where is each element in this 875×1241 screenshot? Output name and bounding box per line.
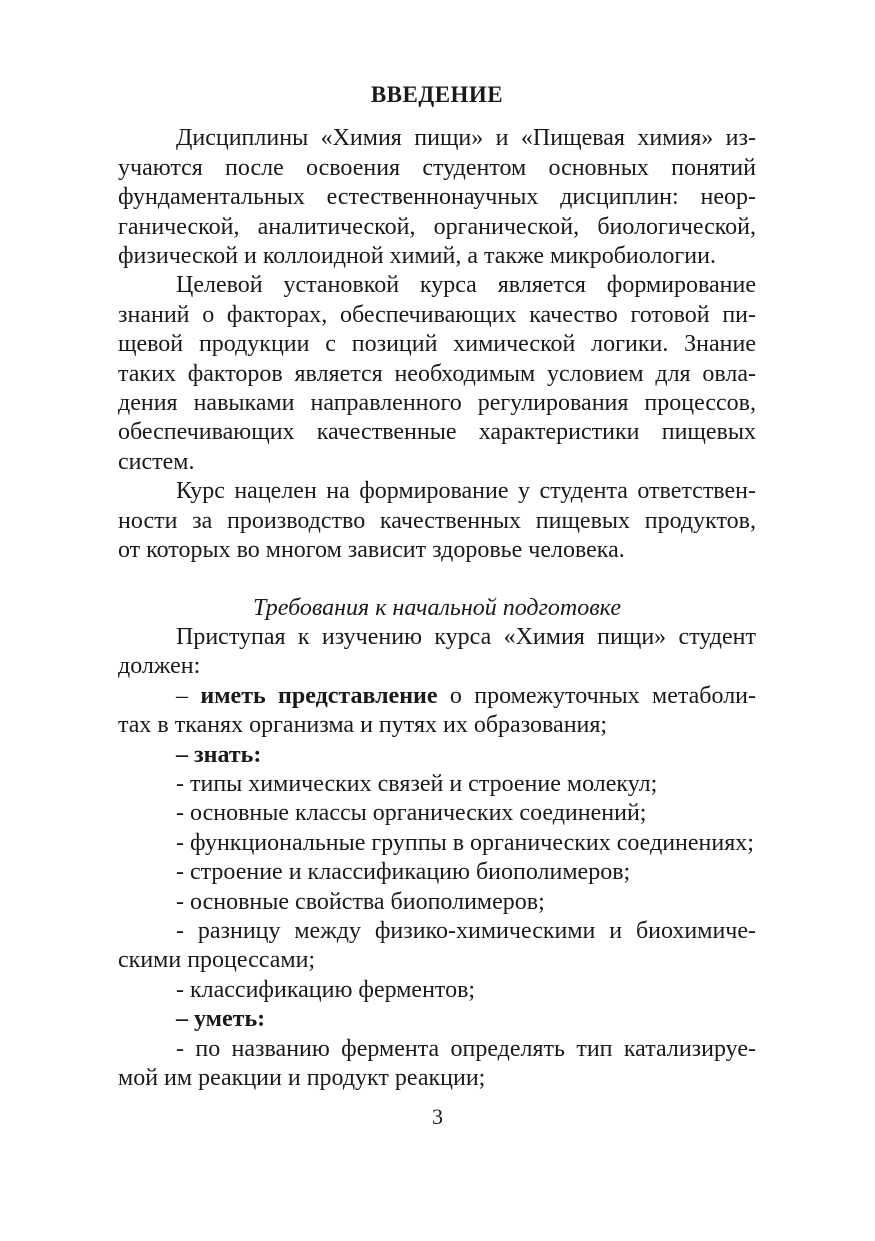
list-item: - типы химических связей и строение молекул; [176, 770, 658, 797]
document-page [118, 80, 756, 1093]
text-line: ганической, аналитической, органической, биологической, [118, 213, 756, 240]
text-line: учаются после освоения студентом основных понятий [118, 154, 756, 181]
text-line: фундаментальных естественнонаучных дисциплин: неор- [118, 184, 756, 211]
represent-label: иметь представление [200, 682, 438, 709]
text-line: скими процессами; [118, 947, 316, 974]
text-line: ности за производство качественных пищевых продуктов, [118, 507, 756, 534]
section-title: ВВЕДЕНИЕ [370, 82, 504, 107]
represent-text: о промежуточных метаболи- [437, 682, 757, 709]
requirements-lead [118, 623, 756, 682]
text-line: Целевой установкой курса является формирование [176, 272, 756, 299]
know-label: – знать: [176, 741, 262, 768]
text-line: обеспечивающих качественные характеристики пищевых [118, 419, 756, 446]
text-line: - по названию фермента определять тип катализируе- [176, 1035, 756, 1062]
text-line: от которых во многом зависит здоровье человека. [118, 537, 625, 564]
can-label: – уметь: [176, 1006, 266, 1033]
text-line: Курс нацелен на формирование у студента ответствен- [176, 478, 756, 505]
text-line: физической и коллоидной химий, а также микробиологии. [118, 243, 716, 270]
text-line: знаний о факторах, обеспечивающих качество готовой пи- [118, 301, 756, 328]
text-line: Приступая к изучению курса «Химия пищи» студент [176, 623, 756, 650]
page-number: 3 [432, 1104, 443, 1129]
dash: – [176, 682, 201, 709]
text-line: щевой продукции с позиций химической логики. Знание [118, 331, 756, 358]
list-item: - классификацию ферментов; [176, 976, 476, 1003]
text-line: должен: [118, 653, 201, 680]
list-item-multiline [118, 917, 756, 976]
list-item-multiline [118, 1035, 756, 1094]
list-item: - основные свойства биополимеров; [176, 888, 545, 915]
text-line: мой им реакции и продукт реакции; [118, 1065, 486, 1091]
text-line: - разницу между физико-химическими и биохимиче- [176, 917, 756, 944]
text-line: Дисциплины «Химия пищи» и «Пищевая химия» из- [176, 125, 756, 152]
requirements-subtitle: Требования к начальной подготовке [253, 594, 621, 621]
text-line [118, 682, 756, 711]
represent-item [118, 682, 756, 741]
list-item: - строение и классификацию биополимеров; [176, 859, 631, 886]
text-line: тах в тканях организма и путях их образования; [118, 712, 608, 739]
intro-paragraph-3 [118, 477, 756, 565]
text-line: дения навыками направленного регулирования процессов, [118, 390, 756, 417]
text-line: таких факторов является необходимым условием для овла- [118, 360, 756, 387]
intro-paragraph-1 [118, 124, 756, 271]
intro-paragraph-2 [118, 271, 756, 477]
list-item: - основные классы органических соединений; [176, 800, 647, 827]
text-line: систем. [118, 448, 195, 475]
list-item: - функциональные группы в органических соединениях; [176, 829, 754, 856]
